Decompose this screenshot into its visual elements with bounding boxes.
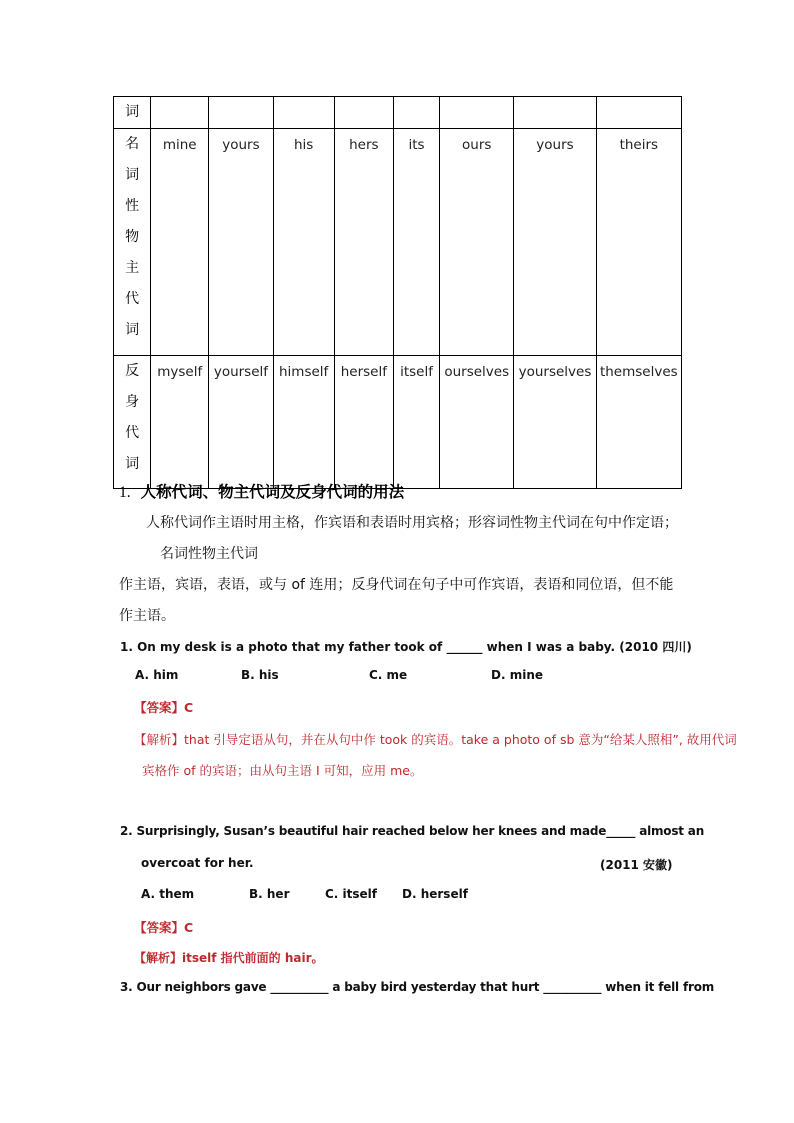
table-cell: itself bbox=[393, 356, 439, 489]
table-cell bbox=[514, 97, 596, 129]
question-source: (2011 安徽) bbox=[600, 858, 673, 872]
paragraph-line: 作主语。 bbox=[119, 608, 175, 624]
table-cell: hers bbox=[334, 129, 393, 356]
paragraph-line: 人称代词作主语时用主格，作宾语和表语时用宾格；形容词性物主代词在句中作定语； bbox=[146, 515, 678, 531]
row-label-char: 名 bbox=[125, 136, 140, 152]
table-cell bbox=[273, 97, 334, 129]
table-cell: mine bbox=[151, 129, 209, 356]
row-label bbox=[114, 97, 151, 129]
option: B. her bbox=[249, 887, 290, 901]
table-cell bbox=[151, 97, 209, 129]
option: D. mine bbox=[491, 668, 543, 682]
table-cell: myself bbox=[151, 356, 209, 489]
row-label-char: 性 bbox=[125, 198, 140, 214]
table-cell bbox=[209, 97, 273, 129]
table-row bbox=[114, 356, 682, 489]
pronoun-table bbox=[113, 96, 682, 489]
table-cell: himself bbox=[273, 356, 334, 489]
row-label-char: 代 bbox=[125, 425, 140, 441]
question-stem: 1. On my desk is a photo that my father took of ______ when I was a baby. (2010 四川) bbox=[120, 640, 692, 654]
paragraph-line: 名词性物主代词 bbox=[160, 546, 258, 562]
table-cell bbox=[334, 97, 393, 129]
row-label-char: 身 bbox=[125, 394, 140, 410]
table-row bbox=[114, 97, 682, 129]
section-number: 1. bbox=[119, 484, 131, 501]
option: A. them bbox=[141, 887, 195, 901]
analysis-line: 宾格作 of 的宾语；由从句主语 I 可知，应用 me。 bbox=[142, 763, 423, 778]
table-cell: themselves bbox=[596, 356, 681, 489]
option: D. herself bbox=[402, 887, 468, 901]
row-label-char: 词 bbox=[125, 456, 140, 472]
table-cell bbox=[440, 97, 514, 129]
question-stem: overcoat for her. bbox=[141, 856, 254, 870]
option: C. me bbox=[369, 668, 408, 682]
analysis-line: 【解析】itself 指代前面的 hair。 bbox=[134, 951, 324, 965]
paragraph-line: 作主语，宾语，表语，或与 of 连用；反身代词在句子中可作宾语，表语和同位语，但不能 bbox=[119, 577, 674, 593]
row-label-char: 物 bbox=[125, 229, 140, 245]
question-stem: 3. Our neighbors gave __________ a baby bird yesterday that hurt __________ when it fell from bbox=[120, 980, 715, 994]
table-cell: his bbox=[273, 129, 334, 356]
table-cell bbox=[393, 97, 439, 129]
table-cell bbox=[596, 97, 681, 129]
table-cell: herself bbox=[334, 356, 393, 489]
row-label-char: 代 bbox=[125, 291, 140, 307]
table-cell: its bbox=[393, 129, 439, 356]
row-label bbox=[114, 356, 151, 489]
answer-line: 【答案】C bbox=[134, 920, 194, 935]
analysis-line: 【解析】that 引导定语从句，并在从句中作 took 的宾语。take a photo of sb 意为“给某人照相”, 故用代词 bbox=[134, 732, 737, 747]
row-label-char: 词 bbox=[125, 322, 140, 338]
row-label bbox=[114, 129, 151, 356]
table-cell: yourselves bbox=[514, 356, 596, 489]
option: A. him bbox=[135, 668, 179, 682]
table-cell: yourself bbox=[209, 356, 273, 489]
table-cell: theirs bbox=[596, 129, 681, 356]
table-cell: ours bbox=[440, 129, 514, 356]
option: B. his bbox=[241, 668, 279, 682]
answer-line: 【答案】C bbox=[134, 700, 194, 715]
table-row bbox=[114, 129, 682, 356]
section-heading bbox=[119, 480, 404, 502]
table-cell: yours bbox=[209, 129, 273, 356]
row-label-text: 词 bbox=[125, 104, 140, 120]
row-label-char: 反 bbox=[125, 363, 140, 379]
option: C. itself bbox=[325, 887, 378, 901]
section-title: 人称代词、物主代词及反身代词的用法 bbox=[140, 482, 405, 501]
table-cell: yours bbox=[514, 129, 596, 356]
row-label-char: 词 bbox=[125, 167, 140, 183]
table-cell: ourselves bbox=[440, 356, 514, 489]
question-stem: 2. Surprisingly, Susan’s beautiful hair reached below her knees and made_____ almost an bbox=[120, 824, 705, 838]
row-label-char: 主 bbox=[125, 260, 140, 276]
